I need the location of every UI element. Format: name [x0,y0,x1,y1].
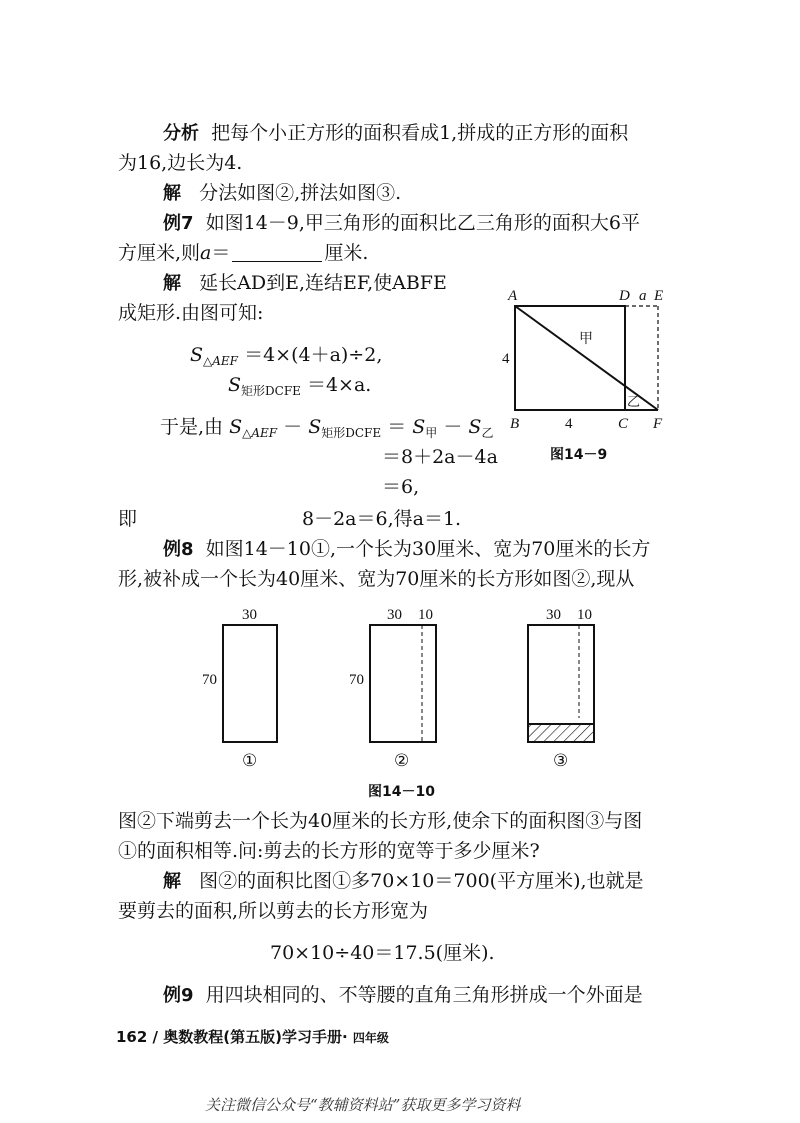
label-a: a [639,288,647,304]
ex7-sol-label: 解 [163,273,181,294]
eq2-s: S [228,374,242,396]
analysis-line-1 [163,120,628,147]
fig1-number: ① [242,751,258,770]
eq-final: 8－2a＝6,得a＝1. [302,508,462,530]
ji-label: 即 [118,508,138,530]
fig2-width-10: 10 [418,607,433,623]
ex9-text-1: 用四块相同的、不等腰的直角三角形拼成一个外面是 [205,984,643,1006]
label-D: D [619,288,630,304]
footer-dot: · [341,1028,348,1046]
then-s2: S [308,416,322,438]
solution-prev-label: 解 [163,183,181,204]
ex8-line-4: ①的面积相等.问:剪去的长方形的宽等于多少厘米? [118,840,540,862]
then-sub3: 甲 [425,426,438,440]
eq-area-aef [190,342,382,374]
answer-blank [232,242,322,262]
figure-14-9 [500,280,680,470]
then-pre: 于是,由 [160,416,224,438]
rect-abcd [515,306,625,410]
eq-then [160,414,493,446]
ex8-line-2: 形,被补成一个长为40厘米、宽为70厘米的长方形如图②,现从 [118,568,635,590]
ex7-eq: ＝ [211,242,231,264]
ex8-text-1: 如图14－10①,一个长为30厘米、宽为70厘米的长方 [205,538,651,560]
then-sub2: 矩形DCFE [321,426,382,440]
fig2-rect [370,625,436,742]
figure-14-10 [190,600,630,800]
analysis-text-1: 把每个小正方形的面积看成1,拼成的正方形的面积 [211,122,629,144]
fig2-width-30: 30 [387,607,402,623]
then-s3: S [412,416,426,438]
then-s1: S [229,416,243,438]
analysis-line-2: 为16,边长为4. [118,152,243,174]
ex7-label: 例7 [163,213,194,234]
then-eq: ＝ [387,416,407,438]
grade-label: 四年级 [352,1031,389,1045]
ex8-label: 例8 [163,539,194,560]
eq1-sub: △AEF [203,354,239,368]
page-number: 162 [116,1028,148,1046]
ex7-sol-line-1 [163,270,447,297]
fig10-caption: 图14－10 [368,784,435,800]
solution-prev-text: 分法如图②,拼法如图③. [199,182,402,204]
label-yi: 乙 [627,394,641,409]
ex7-sol-text-1: 延长AD到E,连结EF,使ABFE [199,272,447,294]
fig3-width-30: 30 [546,607,561,623]
label-bottom-4: 4 [565,416,573,432]
ex9-line-1 [163,982,643,1009]
ex8-sol-line-1 [163,868,644,895]
ex8-line-1 [163,536,650,563]
then-sub4: 乙 [481,426,494,440]
page-footer [116,1026,389,1047]
label-F: F [653,416,663,432]
fig1-rect [223,625,277,742]
ex7-text-2: 方厘米,则 [118,242,201,264]
ex8-sol-line-3: 70×10÷40＝17.5(厘米). [270,942,495,964]
ex8-sol-text-1: 图②的面积比图①多70×10＝700(平方厘米),也就是 [199,870,644,892]
book-title: 奥数教程(第五版)学习手册 [163,1028,342,1046]
then-minus2: － [443,416,463,438]
eq1-s: S [190,344,204,366]
ex8-sol-label: 解 [163,871,181,892]
ex7-sol-line-2: 成矩形.由图可知: [118,302,264,324]
eq-area-rect [228,372,371,404]
ex7-text-1: 如图14－9,甲三角形的面积比乙三角形的面积大6平 [205,212,641,234]
fig3-hatched-cut [528,724,594,742]
solution-prev [163,180,401,207]
footer-separator: / [152,1028,159,1046]
eq-step-3: ＝6, [382,476,420,498]
label-side-4: 4 [502,351,510,367]
ex7-unit: 厘米. [324,242,369,264]
label-E: E [654,288,664,304]
ex7-var-a: a [200,242,212,264]
eq-step-2: ＝8＋2a－4a [382,446,498,468]
fig1-height: 70 [202,672,217,688]
label-A: A [508,288,518,304]
fig2-number: ② [394,751,410,770]
fig1-width: 30 [242,607,257,623]
label-B: B [510,416,520,432]
fig3-number: ③ [553,751,569,770]
ex8-sol-line-2: 要剪去的面积,所以剪去的长方形宽为 [118,900,429,922]
fig9-caption: 图14－9 [550,447,608,463]
analysis-label: 分析 [163,123,199,144]
then-sub1: △AEF [242,426,278,440]
fig2-height: 70 [349,672,364,688]
ex9-label: 例9 [163,985,194,1006]
ex7-line-1 [163,210,640,237]
eq2-rhs: ＝4×a. [306,374,372,396]
ex7-line-2 [118,240,368,266]
label-jia: 甲 [579,332,593,347]
eq1-rhs: ＝4×(4＋a)÷2, [244,344,383,366]
fig3-width-10: 10 [577,607,592,623]
then-s4: S [468,416,482,438]
then-minus1: － [283,416,303,438]
label-C: C [618,416,629,432]
ex8-line-3: 图②下端剪去一个长为40厘米的长方形,使余下的面积图③与图 [118,810,643,832]
watermark-text: 关注微信公众号“教辅资料站”获取更多学习资料 [205,1096,521,1114]
eq2-sub: 矩形DCFE [241,384,301,398]
